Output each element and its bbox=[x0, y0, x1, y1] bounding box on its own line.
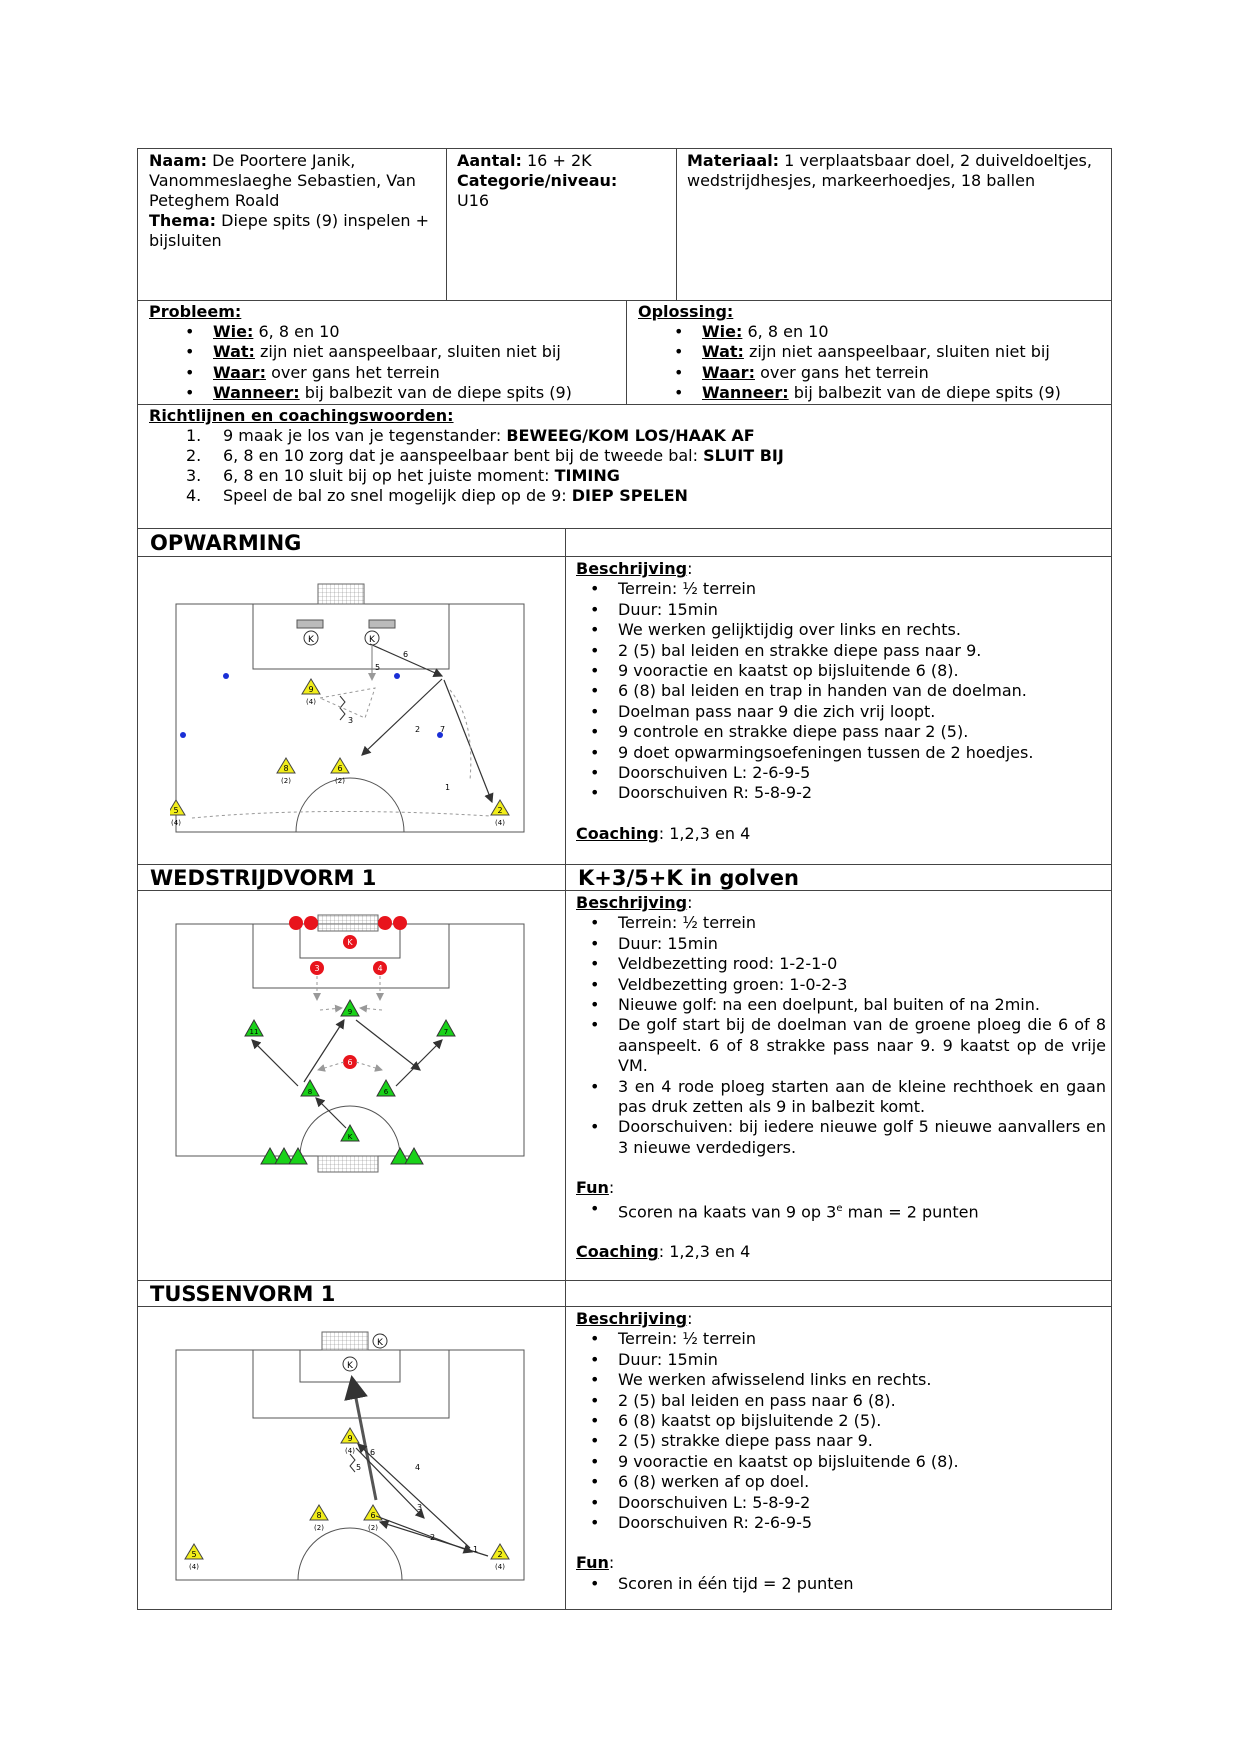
svg-text:6: 6 bbox=[383, 1088, 389, 1096]
svg-text:K: K bbox=[347, 1361, 353, 1371]
list-item: • 6 (8) bal leiden en trap in handen van de doelman. bbox=[576, 681, 1106, 701]
wedstrijdvorm-title: WEDSTRIJDVORM 1 bbox=[150, 866, 377, 890]
cone-blue bbox=[223, 673, 229, 679]
row-line bbox=[137, 556, 1112, 557]
goal-net bbox=[318, 1156, 378, 1172]
materiaal-cell bbox=[677, 149, 1111, 193]
list-item: • Veldbezetting rood: 1-2-1-0 bbox=[576, 954, 1106, 974]
oplossing-title: Oplossing: bbox=[638, 302, 734, 321]
pass-arrow bbox=[304, 1020, 344, 1082]
green-player-9 bbox=[341, 1000, 359, 1016]
coaching-value: : 1,2,3 en 4 bbox=[658, 1242, 751, 1262]
list-item: • 2 (5) strakke diepe pass naar 9. bbox=[576, 1431, 1106, 1451]
center-arc bbox=[296, 778, 404, 832]
svg-text:7: 7 bbox=[443, 1028, 449, 1036]
opwarming-description: Beschrijving: • Terrein: ½ terrein • Duur: 15min • We werken gelijktijdig over links en rechts. • 2 (5) bal leiden en strakke diepe pass naar 9. • 9 vooractie en kaatst op bijsluitende 6 (8). • 6 (8) bal leiden en trap in handen van de doelman. • Doelman pass naar 9 die zich vrij loopt. • 9 controle en strakke diepe pass naar 2 (5). • 9 doet opwarmingsoefeningen tussen de 2 hoedjes. • Doorschuiven L: 2-6-9-5 • Doorschuiven R: 5-8-9-2 Coaching: 1,2,3 en 4 bbox=[576, 559, 1106, 844]
svg-text:(4): (4) bbox=[495, 819, 505, 827]
svg-text:(2): (2) bbox=[335, 777, 345, 785]
pitch-outline bbox=[176, 924, 524, 1156]
materiaal-value: 1 verplaatsbaar doel, 2 duiveldoeltjes, wedstrijdhesjes, markeerhoedjes, 18 ballen bbox=[687, 151, 1092, 190]
oplossing-list bbox=[660, 322, 1108, 404]
list-item: • 6 (8) kaatst op bijsluitende 2 (5). bbox=[576, 1411, 1106, 1431]
list-item: • Terrein: ½ terrein bbox=[576, 1329, 1106, 1349]
list-item: • 9 controle en strakke diepe pass naar 2 (5). bbox=[576, 722, 1106, 742]
aantal-cell bbox=[447, 149, 675, 213]
list-item: • De golf start bij de doelman van de groene ploeg die 6 of 8 aanspeelt. 6 of 8 strakke pass naar 9. 9 kaatst op de vrije VM. bbox=[576, 1015, 1106, 1076]
problem-divider bbox=[626, 300, 627, 405]
cone-blue bbox=[180, 732, 186, 738]
svg-text:9: 9 bbox=[347, 1434, 353, 1443]
mini-goal bbox=[297, 620, 323, 628]
beschrijving-label: Beschrijving bbox=[576, 559, 688, 578]
red-keeper bbox=[343, 935, 357, 949]
categorie-value: U16 bbox=[457, 191, 490, 210]
list-item: • Wie: 6, 8 en 10 bbox=[660, 322, 1108, 342]
press-arrow bbox=[320, 1008, 342, 1010]
keeper-marker bbox=[304, 631, 318, 645]
list-item: • 2 (5) bal leiden en pass naar 6 (8). bbox=[576, 1391, 1106, 1411]
pass-arrow bbox=[444, 680, 492, 802]
arrow-label: 1 bbox=[445, 783, 451, 792]
list-item: • Doelman pass naar 9 die zich vrij loopt. bbox=[576, 702, 1106, 722]
wedstrijdvorm-subtitle: K+3/5+K in golven bbox=[578, 866, 799, 890]
pass-arrow bbox=[396, 1040, 442, 1086]
svg-text:(4): (4) bbox=[345, 1447, 355, 1455]
richtlijnen-list bbox=[149, 426, 1099, 506]
keeper-marker bbox=[365, 631, 379, 645]
svg-text:(2): (2) bbox=[314, 1524, 324, 1532]
center-arc bbox=[298, 1528, 402, 1580]
svg-text:5: 5 bbox=[191, 1550, 197, 1559]
pass-arrow bbox=[356, 1020, 420, 1070]
red-player-4 bbox=[373, 961, 387, 975]
aantal-label: Aantal: bbox=[457, 151, 522, 170]
tussenvorm-description: Beschrijving: • Terrein: ½ terrein • Duur: 15min • We werken afwisselend links en rechts. • 2 (5) bal leiden en pass naar 6 (8). • 6 (8) kaatst op bijsluitende 2 (5). • 2 (5) strakke diepe pass naar 9. • 9 vooractie en kaatst op bijsluitende 6 (8). • 6 (8) werken af op doel. • Doorschuiven L: 5-8-9-2 • Doorschuiven R: 2-6-9-5 Fun: • Scoren in één tijd = 2 punten bbox=[576, 1309, 1106, 1594]
oplossing-cell bbox=[638, 302, 1108, 404]
svg-text:(4): (4) bbox=[495, 1563, 505, 1571]
probleem-cell bbox=[149, 302, 619, 404]
categorie-label: Categorie/niveau: bbox=[457, 171, 618, 190]
fun-label: Fun bbox=[576, 1178, 609, 1198]
naam-cell bbox=[139, 149, 445, 253]
pass-arrow bbox=[362, 679, 442, 755]
run-line bbox=[192, 811, 490, 818]
arrow-label: 5 bbox=[375, 663, 381, 672]
opwarming-diagram bbox=[170, 580, 530, 840]
list-item: • Nieuwe golf: na een doelpunt, bal buiten of na 2min. bbox=[576, 995, 1106, 1015]
player-5 bbox=[170, 800, 185, 827]
arrow-label: 7 bbox=[440, 725, 446, 734]
wedstrijdvorm-diagram bbox=[170, 900, 530, 1200]
svg-text:K: K bbox=[369, 635, 375, 645]
arrow-label: 6 bbox=[403, 650, 409, 659]
list-item: • Doorschuiven: bij iedere nieuwe golf 5 nieuwe aanvallers en 3 nieuwe verdedigers. bbox=[576, 1117, 1106, 1158]
svg-text:K: K bbox=[347, 1133, 353, 1141]
arrow-label: 3 bbox=[417, 1503, 423, 1512]
keeper-marker bbox=[343, 1357, 357, 1371]
svg-text:(2): (2) bbox=[281, 777, 291, 785]
list-item: • We werken afwisselend links en rechts. bbox=[576, 1370, 1106, 1390]
player-8 bbox=[310, 1505, 328, 1532]
svg-text:9: 9 bbox=[347, 1008, 353, 1016]
svg-text:K: K bbox=[377, 1338, 383, 1348]
arrow-label: 4 bbox=[415, 1463, 421, 1472]
press-arrow bbox=[360, 1008, 382, 1010]
goal-net bbox=[318, 915, 378, 931]
pass-arrow bbox=[370, 644, 442, 676]
player-5 bbox=[185, 1544, 203, 1571]
green-player-11 bbox=[245, 1020, 263, 1036]
list-item: • 9 doet opwarmingsoefeningen tussen de 2 hoedjes. bbox=[576, 743, 1106, 763]
pass-arrow bbox=[252, 1040, 298, 1086]
player-6 bbox=[364, 1505, 382, 1532]
pass-arrow bbox=[316, 1098, 346, 1128]
ball-red bbox=[304, 916, 318, 930]
list-item: 3. 6, 8 en 10 sluit bij op het juiste moment: TIMING bbox=[186, 466, 620, 485]
naam-value: De Poortere Janik, Vanommeslaeghe Sebastien, Van Peteghem Roald bbox=[149, 151, 416, 210]
list-item: • Doorschuiven L: 5-8-9-2 bbox=[576, 1493, 1106, 1513]
run-line bbox=[320, 688, 375, 718]
svg-text:8: 8 bbox=[316, 1511, 322, 1520]
svg-text:5: 5 bbox=[173, 806, 179, 815]
svg-text:8: 8 bbox=[307, 1088, 313, 1096]
list-item: • Scoren in één tijd = 2 punten bbox=[576, 1574, 1106, 1594]
mini-goal bbox=[369, 620, 395, 628]
list-item: • Scoren na kaats van 9 op 3e man = 2 punten bbox=[576, 1199, 1106, 1223]
arrow-label: 5 bbox=[356, 1463, 362, 1472]
richtlijnen-cell bbox=[149, 406, 1099, 506]
svg-text:3: 3 bbox=[314, 964, 320, 973]
player-9 bbox=[302, 679, 320, 706]
list-item: • Doorschuiven R: 5-8-9-2 bbox=[576, 783, 1106, 803]
pass-arrow bbox=[356, 1448, 424, 1518]
svg-text:4: 4 bbox=[377, 964, 383, 973]
svg-text:11: 11 bbox=[249, 1028, 259, 1036]
list-item: • Wie: 6, 8 en 10 bbox=[171, 322, 619, 342]
green-player-8 bbox=[301, 1080, 319, 1096]
arrow-label: 2 bbox=[430, 1533, 436, 1542]
thema-value: Diepe spits (9) inspelen + bijsluiten bbox=[149, 211, 430, 250]
arrow-label: 6 bbox=[370, 1448, 376, 1457]
red-player-3 bbox=[310, 961, 324, 975]
probleem-list bbox=[171, 322, 619, 404]
goal-net bbox=[322, 1332, 368, 1350]
svg-text:(4): (4) bbox=[306, 698, 316, 706]
ball-red bbox=[378, 916, 392, 930]
svg-text:6: 6 bbox=[337, 764, 343, 773]
fun-list bbox=[576, 1199, 1106, 1223]
player-2 bbox=[491, 1544, 509, 1571]
list-item: • 9 vooractie en kaatst op bijsluitende 6 (8). bbox=[576, 1452, 1106, 1472]
beschrijving-label: Beschrijving bbox=[576, 1309, 688, 1328]
svg-text:9: 9 bbox=[308, 685, 314, 694]
opwarming-title: OPWARMING bbox=[150, 531, 302, 555]
list-item: • Doorschuiven L: 2-6-9-5 bbox=[576, 763, 1106, 783]
penalty-box bbox=[253, 924, 449, 988]
coaching-label: Coaching bbox=[576, 823, 659, 843]
wedstrijdvorm-list bbox=[576, 913, 1106, 1158]
press-arrow bbox=[356, 1062, 382, 1070]
svg-text:(4): (4) bbox=[189, 1563, 199, 1571]
list-item: 1. 9 maak je los van je tegenstander: BEWEEG/KOM LOS/HAAK AF bbox=[186, 426, 755, 445]
list-item: • Duur: 15min bbox=[576, 600, 1106, 620]
keeper-marker bbox=[373, 1334, 387, 1348]
player-2 bbox=[491, 800, 509, 827]
svg-text:6: 6 bbox=[370, 1511, 376, 1520]
naam-label: Naam: bbox=[149, 151, 208, 170]
fun-list bbox=[576, 1574, 1106, 1594]
red-player-6 bbox=[343, 1055, 357, 1069]
tussenvorm-title: TUSSENVORM 1 bbox=[150, 1282, 336, 1306]
goal-net bbox=[318, 584, 364, 604]
pitch-outline bbox=[176, 1350, 524, 1580]
list-item: • Terrein: ½ terrein bbox=[576, 913, 1106, 933]
list-item: • Duur: 15min bbox=[576, 1350, 1106, 1370]
beschrijving-label: Beschrijving bbox=[576, 893, 688, 912]
list-item: • 3 en 4 rode ploeg starten aan de kleine rechthoek en gaan pas druk zetten als 9 in balbezit komt. bbox=[576, 1077, 1106, 1118]
list-item: 4. Speel de bal zo snel mogelijk diep op de 9: DIEP SPELEN bbox=[186, 486, 688, 505]
probleem-title: Probleem: bbox=[149, 302, 242, 321]
tussenvorm-diagram bbox=[170, 1320, 530, 1590]
list-item: • Veldbezetting groen: 1-0-2-3 bbox=[576, 975, 1106, 995]
list-item: • 9 vooractie en kaatst op bijsluitende 6 (8). bbox=[576, 661, 1106, 681]
penalty-box bbox=[253, 604, 449, 669]
list-item: • Wanneer: bij balbezit van de diepe spits (9) bbox=[660, 383, 1108, 403]
svg-text:K: K bbox=[347, 938, 353, 947]
list-item: • We werken gelijktijdig over links en rechts. bbox=[576, 620, 1106, 640]
arrow-label: 3 bbox=[348, 716, 354, 725]
svg-text:(4): (4) bbox=[171, 819, 181, 827]
coaching-label: Coaching bbox=[576, 1242, 659, 1262]
svg-text:K: K bbox=[308, 635, 314, 645]
dribble-line bbox=[340, 696, 345, 720]
list-item: • Waar: over gans het terrein bbox=[171, 363, 619, 383]
wedstrijdvorm-description: Beschrijving: • Terrein: ½ terrein • Duur: 15min • Veldbezetting rood: 1-2-1-0 • Veldbezetting groen: 1-0-2-3 • Nieuwe golf: na een doelpunt, bal buiten of na 2min. • De golf start bij de doelman van de groene ploeg die 6 of 8 aanspeelt. 6 of 8 strakke pass naar 9. 9 kaatst op de vrije VM. • 3 en 4 rode ploeg starten aan de kleine rechthoek en gaan pas druk zetten als 9 in balbezit komt. • Doorschuiven: bij iedere nieuwe golf 5 nieuwe aanvallers en 3 nieuwe verdedigers. Fun: • Scoren na kaats van 9 op 3e man = 2 punten Coaching: 1,2,3 en 4 bbox=[576, 893, 1106, 1263]
list-item: • 2 (5) bal leiden en strakke diepe pass naar 9. bbox=[576, 641, 1106, 661]
list-item: • Wanneer: bij balbezit van de diepe spits (9) bbox=[171, 383, 619, 403]
fun-label: Fun bbox=[576, 1553, 609, 1573]
ball-red bbox=[393, 916, 407, 930]
ball-red bbox=[289, 916, 303, 930]
aantal-value: 16 + 2K bbox=[527, 151, 592, 170]
green-keeper bbox=[341, 1125, 359, 1141]
list-item: • Wat: zijn niet aanspeelbaar, sluiten niet bij bbox=[171, 342, 619, 362]
arrow-label: 2 bbox=[415, 725, 421, 734]
list-item: • Doorschuiven R: 2-6-9-5 bbox=[576, 1513, 1106, 1533]
green-player-6 bbox=[377, 1080, 395, 1096]
exercise-col-divider bbox=[565, 528, 566, 1610]
thema-label: Thema: bbox=[149, 211, 217, 230]
dribble-line bbox=[350, 1454, 355, 1472]
green-player-7 bbox=[437, 1020, 455, 1036]
svg-text:8: 8 bbox=[283, 764, 289, 773]
list-item: • Wat: zijn niet aanspeelbaar, sluiten niet bij bbox=[660, 342, 1108, 362]
svg-text:2: 2 bbox=[497, 1550, 503, 1559]
coaching-value: : 1,2,3 en 4 bbox=[658, 823, 751, 843]
list-item: • Terrein: ½ terrein bbox=[576, 579, 1106, 599]
arrow-label: 1 bbox=[473, 1545, 479, 1554]
player-8 bbox=[277, 758, 295, 785]
svg-text:2: 2 bbox=[497, 806, 503, 815]
cone-blue bbox=[394, 673, 400, 679]
list-item: • Duur: 15min bbox=[576, 934, 1106, 954]
list-item: • Waar: over gans het terrein bbox=[660, 363, 1108, 383]
list-item: • 6 (8) werken af op doel. bbox=[576, 1472, 1106, 1492]
player-9 bbox=[341, 1428, 359, 1455]
svg-text:6: 6 bbox=[347, 1058, 353, 1067]
svg-text:(2): (2) bbox=[368, 1524, 378, 1532]
richtlijnen-title: Richtlijnen en coachingswoorden: bbox=[149, 406, 454, 425]
materiaal-label: Materiaal: bbox=[687, 151, 780, 170]
player-6 bbox=[331, 758, 349, 785]
list-item: 2. 6, 8 en 10 zorg dat je aanspeelbaar bent bij de tweede bal: SLUIT BIJ bbox=[186, 446, 784, 465]
press-arrow bbox=[318, 1062, 344, 1070]
tussenvorm-list bbox=[576, 1329, 1106, 1533]
opwarming-list bbox=[576, 579, 1106, 803]
